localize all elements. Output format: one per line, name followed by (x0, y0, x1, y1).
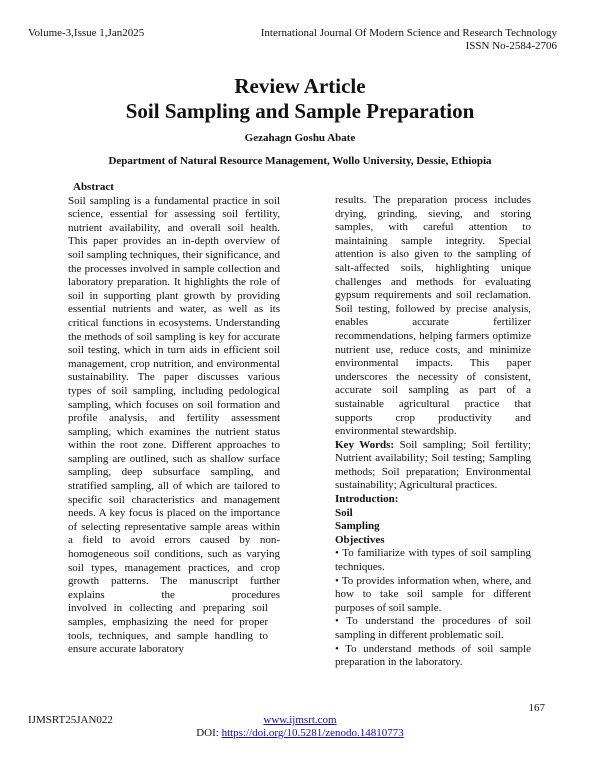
subheading-soil: Soil (335, 506, 353, 519)
doi-link[interactable]: https://doi.org/10.5281/zenodo.14810773 (221, 727, 404, 739)
paper-id: IJMSRT25JAN022 (28, 714, 113, 726)
objective-item: • To provides information when, where, and how to take soil sample for different purposes of soil sample. (335, 574, 531, 614)
doi-line (0, 727, 600, 739)
keywords-label: Key Words: (335, 438, 395, 451)
author-name: Gezahagn Goshu Abate (244, 132, 356, 144)
journal-name: International Journal Of Modern Science and Research Technology (260, 27, 557, 39)
objectives-heading: Objectives (335, 533, 385, 546)
keywords-text: Soil sampling; Soil fertility; Nutrient availability; Soil testing; Sampling methods; Soil preparation; Environmental sustainability; Agricultural practices. (335, 438, 532, 492)
objective-item: • To familiarize with types of soil sampling techniques. (335, 547, 531, 574)
article-type: Review Article (234, 74, 366, 98)
abstract-heading: Abstract (73, 181, 114, 193)
journal-header (261, 27, 557, 53)
abstract-paragraph-2: involved in collecting and preparing soil samples, emphasizing the need for proper tools, techniques, and sample handling to ensure accurate laboratory (68, 602, 268, 656)
objective-item: • To understand the procedures of soil sampling in different problematic soil. (335, 615, 531, 641)
subheading-sampling: Sampling (335, 520, 380, 533)
keywords (335, 439, 531, 493)
paper-title: Soil Sampling and Sample Preparation (125, 99, 475, 123)
abstract-continuation: results. The preparation process includes drying, grinding, sieving, and storing samples, with careful attention to maintaining sample integrity. Special attention is also given to the sampling of salt-affected soils, highlighting unique challenges and methods for evaluating gypsum requirements and soil reclamation. Soil testing, followed by precise analysis, enables accurate fertilizer recommendations, helping farmers optimize nutrient use, reduce costs, and minimize environmental impacts. This paper underscores the necessity of consistent, accurate soil sampling as part of a sustainable agricultural practice that supports crop productivity and environmental stewardship. (335, 194, 531, 438)
introduction-heading: Introduction: (335, 493, 399, 506)
left-column (68, 181, 280, 657)
right-column (335, 194, 531, 670)
affiliation: Department of Natural Resource Management, Wollo University, Dessie, Ethiopia (108, 155, 492, 167)
issn: ISSN No-2584-2706 (465, 40, 557, 52)
page-number: 167 (528, 702, 545, 714)
objective-item: • To understand methods of soil sample preparation in the laboratory. (335, 642, 531, 669)
abstract-paragraph-1: Soil sampling is a fundamental practice in soil science, essential for assessing soil fertility, nutrient availability, and overall soil health. This paper provides an in-depth overview of soil sampling techniques, their significance, and the processes involved in sample collection and laboratory preparation. It highlights the role of soil in supporting plant growth by providing essential nutrients and water, as well as its critical functions in ecosystems. Understanding the methods of soil sampling is key for accurate soil testing, which in turn aids in efficient soil management, crop nutrition, and environmental sustainability. The paper discusses various types of soil sampling, including pedological sampling, which focuses on soil formation and profile analysis, and fertility assessment sampling, which examines the nutrient status within the root zone. Different approaches to sampling are outlined, such as shallow surface sampling, deep subsurface sampling, and stratified sampling, all of which are tailored to specific soil characteristics and management needs. A key focus is placed on the importance of selecting representative sample areas within a field to avoid errors caused by non-homogeneous soil conditions, such as varying soil types, management practices, and crop growth patterns. The manuscript further explains the procedures (68, 194, 280, 601)
journal-url-link[interactable]: www.ijmsrt.com (263, 714, 337, 726)
issue-info: Volume-3,Issue 1,Jan2025 (28, 27, 145, 39)
doi-label: DOI: (196, 727, 219, 739)
